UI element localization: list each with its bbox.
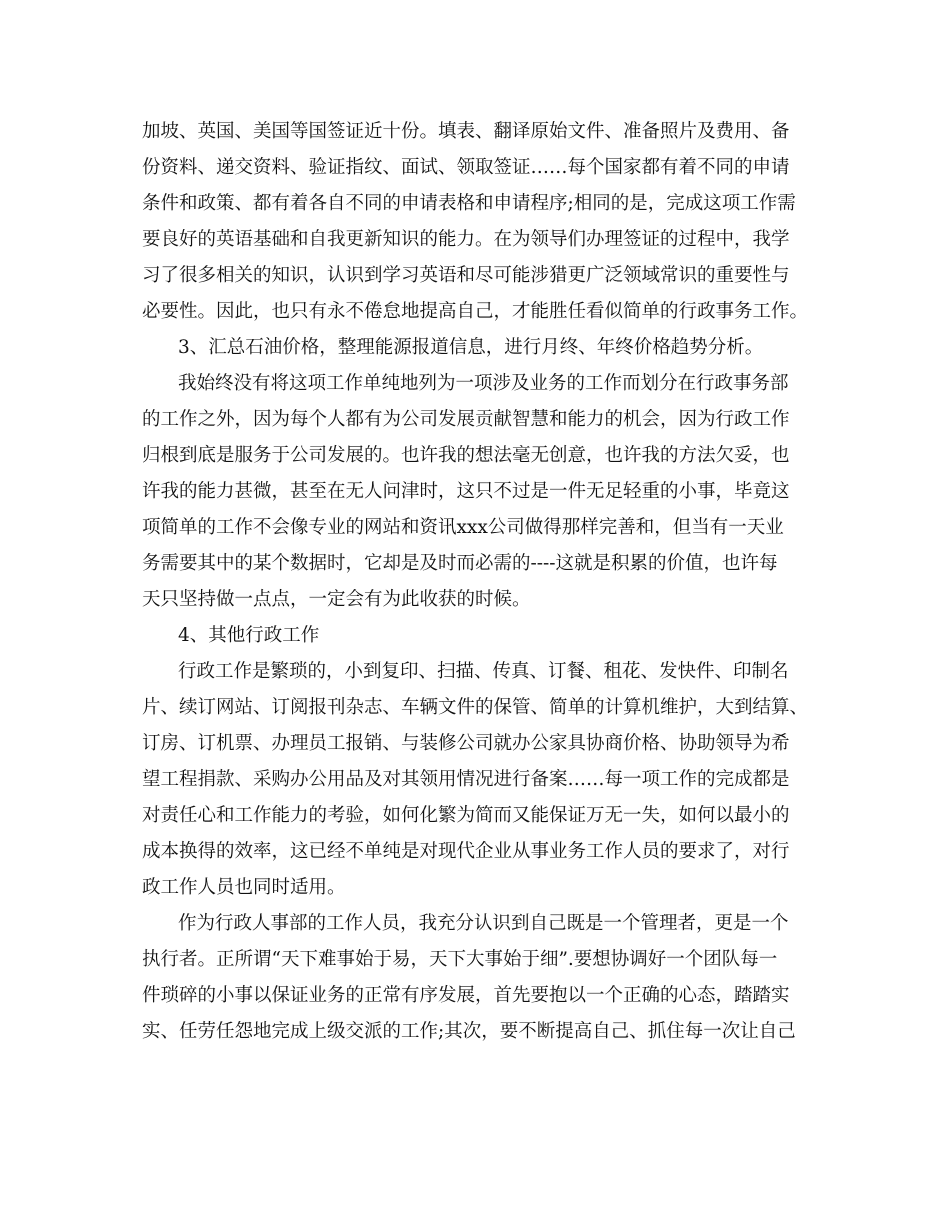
body-text-line: 归根到底是服务于公司发展的。也许我的想法毫无创意，也许我的方法欠妥，也 — [142, 445, 790, 466]
body-text-line: 望工程捐款、采购办公用品及对其领用情况进行备案……每一项工作的完成都是 — [142, 769, 790, 790]
body-text-line: 执行者。正所谓“天下难事始于易，天下大事始于细”.要想协调好一个团队每一 — [142, 949, 778, 970]
body-text-line: 条件和政策、都有着各自不同的申请表格和申请程序;相同的是，完成这项工作需 — [142, 193, 796, 214]
body-text-line: 片、续订网站、订阅报刊杂志、车辆文件的保管、简单的计算机维护，大到结算、 — [142, 697, 809, 718]
paragraph-first-line: 行政工作是繁琐的，小到复印、扫描、传真、订餐、租花、发快件、印制名 — [178, 661, 789, 682]
body-text-line: 的工作之外，因为每个人都有为公司发展贡献智慧和能力的机会，因为行政工作 — [142, 409, 790, 430]
body-text-line: 份资料、递交资料、验证指纹、面试、领取签证……每个国家都有着不同的申请 — [142, 157, 790, 178]
list-item-heading: 4、其他行政工作 — [178, 625, 320, 646]
body-text-line: 天只坚持做一点点，一定会有为此收获的时候。 — [142, 589, 531, 610]
body-text-line: 习了很多相关的知识，认识到学习英语和尽可能涉猎更广泛领域常识的重要性与 — [142, 265, 790, 286]
body-text-line: 许我的能力甚微，甚至在无人问津时，这只不过是一件无足轻重的小事，毕竟这 — [142, 481, 790, 502]
body-text-line: 件琐碎的小事以保证业务的正常有序发展，首先要抱以一个正确的心态，踏踏实 — [142, 985, 790, 1006]
body-text-line: 加坡、英国、美国等国签证近十份。填表、翻译原始文件、准备照片及费用、备 — [142, 121, 790, 142]
body-text-line: 要良好的英语基础和自我更新知识的能力。在为领导们办理签证的过程中，我学 — [142, 229, 790, 250]
body-text-line: 必要性。因此，也只有永不倦怠地提高自己，才能胜任看似简单的行政事务工作。 — [142, 301, 809, 322]
body-text-line: 政工作人员也同时适用。 — [142, 877, 346, 898]
list-item-heading: 3、汇总石油价格，整理能源报道信息，进行月终、年终价格趋势分析。 — [178, 337, 764, 358]
body-text-line: 对责任心和工作能力的考验，如何化繁为简而又能保证万无一失，如何以最小的 — [142, 805, 790, 826]
paragraph-first-line: 作为行政人事部的工作人员，我充分认识到自己既是一个管理者，更是一个 — [178, 913, 789, 934]
body-text-line: 订房、订机票、办理员工报销、与装修公司就办公家具协商价格、协助领导为希 — [142, 733, 790, 754]
paragraph-first-line: 我始终没有将这项工作单纯地列为一项涉及业务的工作而划分在行政事务部 — [178, 373, 789, 394]
body-text-line: 务需要其中的某个数据时，它却是及时而必需的----这就是积累的价值，也许每 — [142, 553, 778, 574]
body-text-line: 项简单的工作不会像专业的网站和资讯xxx公司做得那样完善和，但当有一天业 — [142, 517, 784, 538]
body-text-line: 实、任劳任怨地完成上级交派的工作;其次，要不断提高自己、抓住每一次让自己 — [142, 1021, 796, 1042]
body-text-line: 成本换得的效率，这已经不单纯是对现代企业从事业务工作人员的要求了，对行 — [142, 841, 790, 862]
